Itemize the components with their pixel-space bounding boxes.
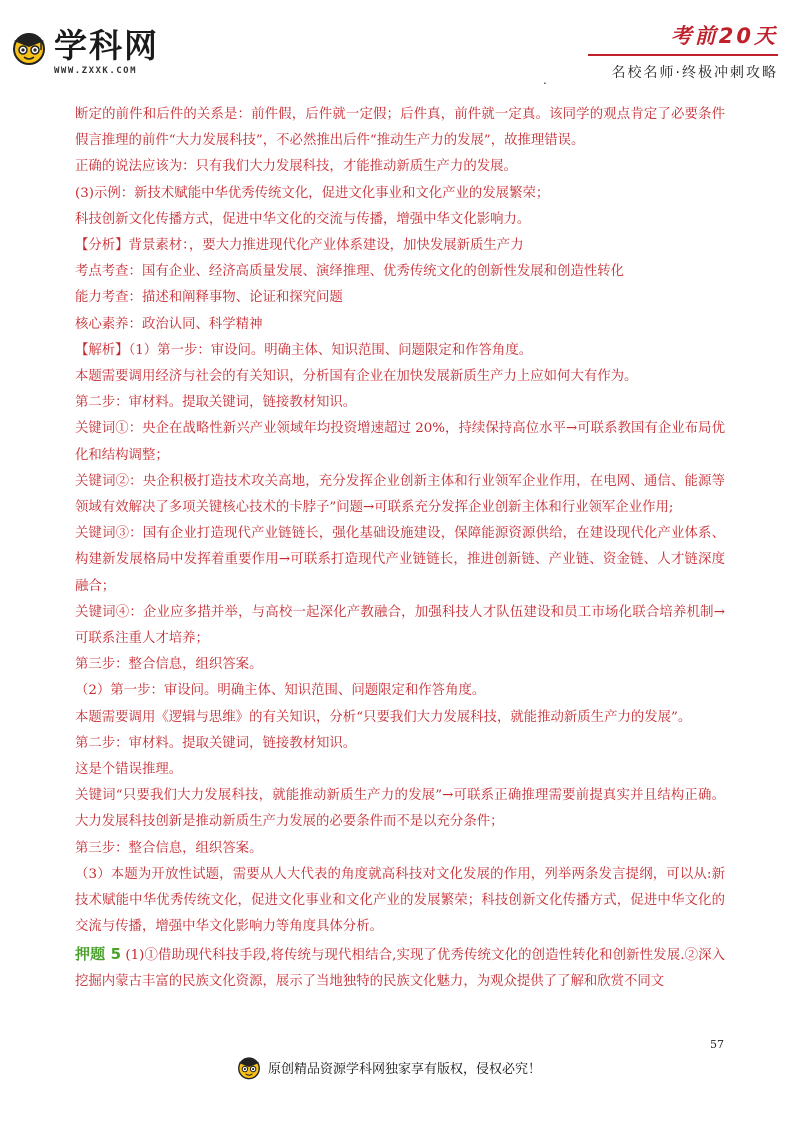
final-paragraph <box>75 941 725 995</box>
paragraph: 本题需要调用《逻辑与思维》的有关知识，分析“只要我们大力发展科技，就能推动新质生产力的发展”。 <box>75 709 692 725</box>
header-banner <box>578 22 778 82</box>
paragraph: （2）第一步：审设问。明确主体、知识范围、问题限定和作答角度。 <box>75 683 486 699</box>
copyright-notice: 原创精品资源学科网独家享有版权，侵权必究！ <box>268 1062 542 1077</box>
paragraph: 关键词“只要我们大力发展科技，就能推动新质生产力的发展”→可联系正确推理需要前提真实并且结构正确。大力发展科技创新是推动新质生产力发展的必要条件而不是以充分条件； <box>75 788 725 830</box>
paragraph: 第二步：审材料。提取关键词，链接教材知识。 <box>75 395 357 411</box>
paragraph: 考点考查：国有企业、经济高质量发展、演绎推理、优秀传统文化的创新性发展和创造性转化 <box>75 264 625 280</box>
paragraph: 第三步：整合信息，组织答案。 <box>75 657 263 673</box>
page-header <box>0 0 800 95</box>
paragraph: 正确的说法应该为：只有我们大力发展科技，才能推动新质生产力的发展。 <box>75 159 517 175</box>
page-number: 57 <box>710 1038 724 1051</box>
paragraph: 这是个错误推理。 <box>75 762 183 778</box>
zxxk-logo[interactable] <box>10 28 210 78</box>
paragraph: 【分析】背景素材：，要大力推进现代化产业体系建设，加快发展新质生产力 <box>75 238 524 254</box>
question-tag: 押题 5 <box>75 944 122 963</box>
paragraph: 关键词③：国有企业打造现代产业链链长，强化基础设施建设，保障能源资源供给，在建设现代化产业体系、构建新发展格局中发挥着重要作用→可联系打造现代产业链链长，推进创新链、产业链、资金链、人才链深度融合； <box>75 526 725 594</box>
paragraph: 本题需要调用经济与社会的有关知识，分析国有企业在加快发展新质生产力上应如何大有作为。 <box>75 369 638 385</box>
header-dot: . <box>543 73 547 87</box>
brand-name: 学科网 <box>54 26 159 65</box>
paragraph: 科技创新文化传播方式，促进中华文化的交流与传播，增强中华文化影响力。 <box>75 211 531 227</box>
paragraph: 关键词②：央企积极打造技术攻关高地，充分发挥企业创新主体和行业领军企业作用，在电网、通信、能源等领域有效解决了多项关键核心技术的卡脖子”问题→可联系充分发挥企业创新主体和行业领军企业作用; <box>75 473 725 516</box>
paragraph: (3)示例：新技术赋能中华优秀传统文化，促进文化事业和文化产业的发展繁荣； <box>75 185 550 201</box>
paragraph: 【解析】（1）第一步：审设问。明确主体、知识范围、问题限定和作答角度。 <box>75 342 533 358</box>
paragraph: 关键词①：央企在战略性新兴产业领域年均投资增速超过 20%，持续保持高位水平→可联系教国有企业布局优化和结构调整； <box>75 421 725 463</box>
paragraph: 关键词④：企业应多措并举，与高校一起深化产教融合，加强科技人才队伍建设和员工市场化联合培养机制→可联系注重人才培养； <box>75 604 725 647</box>
final-text: (1)①借助现代科技手段,将传统与现代相结合,实现了优秀传统文化的创造性转化和创新性发展.②深入挖掘内蒙古丰富的民族文化资源，展示了当地独特的民族文化魅力，为观众提供了了解和欣赏不同文 <box>75 947 726 989</box>
mascot-icon <box>236 1054 262 1080</box>
mascot-icon <box>10 28 48 66</box>
paragraph: （3）本题为开放性试题，需要从人大代表的角度就高科技对文化发展的作用，列举两条发言提纲，可以从:新技术赋能中华优秀传统文化，促进文化事业和文化产业的发展繁荣；科技创新文化传播方式，促进中华文化的交流与传播，增强中华文化影响力等角度具体分析。 <box>75 866 725 935</box>
document-body <box>75 102 725 995</box>
header-divider <box>588 54 778 56</box>
paragraph: 断定的前件和后件的关系是：前件假，后件就一定假；后件真，前件就一定真。该同学的观点肯定了必要条件假言推理的前件“大力发展科技”，不必然推出后件“推动生产力的发展”，故推理错误。 <box>75 107 725 149</box>
paragraph: 能力考查：描述和阐释事物、论证和探究问题 <box>75 290 343 306</box>
paragraph: 核心素养：政治认同、科学精神 <box>75 316 263 332</box>
paragraph: 第三步：整合信息，组织答案。 <box>75 840 263 856</box>
header-title: 考前20天 <box>670 24 778 48</box>
header-subtitle: 名校名师·终极冲刺攻略 <box>611 65 778 81</box>
brand-url: WWW.ZXXK.COM <box>54 66 138 76</box>
paragraph: 第二步：审材料。提取关键词，链接教材知识。 <box>75 735 357 751</box>
